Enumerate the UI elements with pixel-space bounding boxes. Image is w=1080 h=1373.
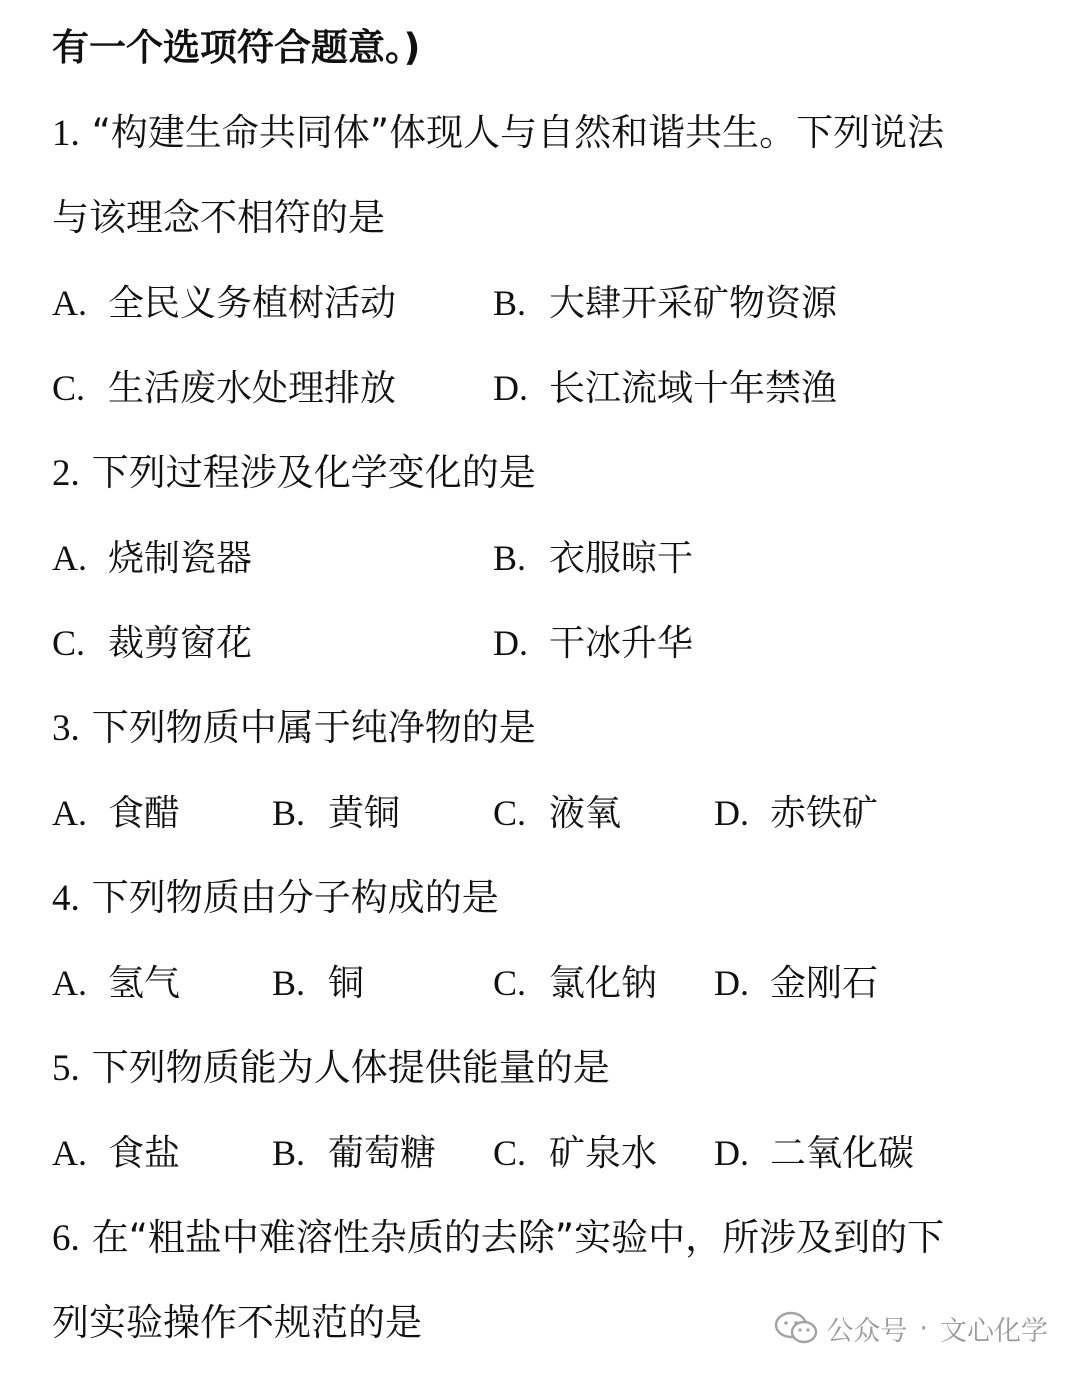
question-number: 2. [52,453,80,494]
question-2 [52,447,536,500]
option-c[interactable]: C. 液氧 [493,793,622,834]
question-text: 下列物质由分子构成的是 [91,876,499,919]
option-b[interactable]: B. 葡萄糖 [272,1133,437,1174]
question-1-line-2: 与该理念不相符的是 [52,196,385,239]
option-a[interactable]: A. 氢气 [52,963,181,1004]
question-number: 5. [52,1048,80,1089]
option-a[interactable]: A. 食盐 [52,1133,181,1174]
question-1-line-1 [52,107,944,160]
wechat-watermark [774,1306,1048,1350]
option-d[interactable]: D. 二氧化碳 [714,1133,915,1174]
section-header: 有一个选项符合题意。) [52,26,421,69]
question-text: 在“粗盐中难溶性杂质的去除”实验中，所涉及到的下 [91,1216,945,1259]
option-a[interactable]: A. 食醋 [52,793,181,834]
option-d[interactable]: D. 干冰升华 [493,623,694,664]
option-b[interactable]: B. 衣服晾干 [493,538,694,579]
question-number: 1. [52,113,80,154]
option-d[interactable]: D. 长江流域十年禁渔 [493,368,838,409]
option-b[interactable]: B. 铜 [272,963,365,1004]
option-c[interactable]: C. 裁剪窗花 [52,623,253,664]
option-b[interactable]: B. 黄铜 [272,793,401,834]
option-c[interactable]: C. 生活废水处理排放 [52,368,397,409]
watermark-account-name: 文心化学 [940,1315,1048,1347]
option-d[interactable]: D. 赤铁矿 [714,793,879,834]
option-a[interactable]: A. 烧制瓷器 [52,538,253,579]
question-6-line-1 [52,1212,944,1265]
option-c[interactable]: C. 矿泉水 [493,1133,658,1174]
question-number: 3. [52,708,80,749]
wechat-icon [774,1311,818,1345]
question-6-line-2: 列实验操作不规范的是 [52,1301,422,1344]
question-text: 下列过程涉及化学变化的是 [91,451,536,494]
question-5 [52,1042,610,1095]
watermark-account-label: 公众号 [826,1315,908,1347]
question-text: 下列物质中属于纯净物的是 [91,706,536,749]
option-d[interactable]: D. 金刚石 [714,963,879,1004]
question-4 [52,872,499,925]
option-a[interactable]: A. 全民义务植树活动 [52,283,397,324]
option-b[interactable]: B. 大肆开采矿物资源 [493,283,838,324]
option-c[interactable]: C. 氯化钠 [493,963,658,1004]
question-number: 6. [52,1218,80,1259]
watermark-separator: · [919,1312,928,1344]
question-3 [52,702,536,755]
question-text: “构建生命共同体”体现人与自然和谐共生。下列说法 [91,111,945,154]
question-text: 下列物质能为人体提供能量的是 [91,1046,610,1089]
question-number: 4. [52,878,80,919]
